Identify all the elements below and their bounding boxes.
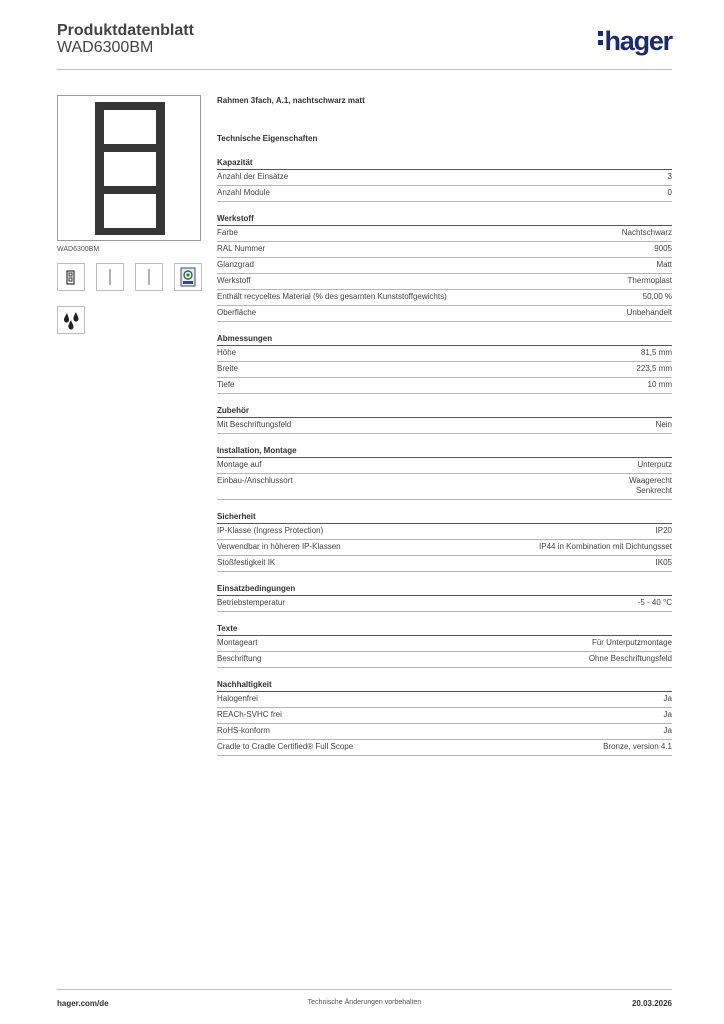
property-value: [648, 380, 672, 390]
property-value-line: Ohne Beschriftungsfeld: [588, 654, 672, 663]
water-drops-icon: [57, 306, 85, 334]
section: [217, 679, 672, 756]
single-frame-symbol-icon: [57, 263, 85, 291]
section-title: Sicherheit: [217, 511, 672, 524]
product-description: Rahmen 3fach, A.1, nachtschwarz matt: [217, 96, 365, 105]
frame-opening: [104, 110, 156, 144]
property-label: Mit Beschriftungsfeld: [217, 420, 292, 429]
property-label: RAL Nummer: [217, 244, 266, 253]
vertical-line-icon: [135, 263, 163, 291]
property-value: [664, 694, 672, 704]
property-label: REACh-SVHC frei: [217, 710, 282, 719]
section-title: Abmessungen: [217, 333, 672, 346]
property-value-line: 81,5 mm: [640, 348, 672, 357]
property-value-line: Matt: [656, 260, 672, 269]
property-value: [628, 276, 672, 286]
footer-date: 20.03.2026: [631, 999, 672, 1008]
property-row: [217, 556, 672, 572]
property-row: [217, 474, 672, 500]
property-value: [638, 598, 672, 608]
section: [217, 623, 672, 668]
property-value-line: IP44 in Kombination mit Dichtungsset: [539, 542, 672, 551]
property-row: [217, 346, 672, 362]
property-label: Farbe: [217, 228, 238, 237]
property-value-line: Bronze, version 4.1: [603, 742, 672, 751]
property-label: Cradle to Cradle Certified® Full Scope: [217, 742, 354, 751]
property-label: Halogenfrei: [217, 694, 258, 703]
property-row: [217, 274, 672, 290]
property-row: [217, 242, 672, 258]
product-image-caption: WAD6300BM: [57, 246, 100, 253]
property-row: [217, 258, 672, 274]
document-title: Produktdatenblatt: [57, 22, 194, 39]
property-value: [589, 654, 672, 664]
property-value-line: Unterputz: [637, 460, 672, 469]
property-value-line: Für Unterputzmontage: [591, 638, 672, 647]
property-value-line: 3: [667, 172, 672, 181]
section-title: Zubehör: [217, 405, 672, 418]
technical-data-column: [217, 96, 672, 767]
property-row: [217, 226, 672, 242]
properties-sections: [217, 157, 672, 756]
property-value: [629, 476, 672, 496]
property-value: [668, 172, 672, 182]
property-value-line: 223,5 mm: [636, 364, 672, 373]
property-label: Einbau-/Anschlussort: [217, 476, 293, 485]
property-row: [217, 306, 672, 322]
property-value: [656, 420, 672, 430]
property-value: [539, 542, 672, 552]
property-value-line: IP20: [655, 526, 672, 535]
section-title: Nachhaltigkeit: [217, 679, 672, 692]
section: [217, 213, 672, 322]
property-label: Beschriftung: [217, 654, 262, 663]
property-row: [217, 692, 672, 708]
property-row: [217, 540, 672, 556]
property-value-line: IK05: [655, 558, 672, 567]
property-value: [664, 710, 672, 720]
property-value-line: Unbehandelt: [626, 308, 672, 317]
property-value-line: Nein: [655, 420, 672, 429]
section-title: Einsatzbedingungen: [217, 583, 672, 596]
property-label: Verwendbar in höheren IP-Klassen: [217, 542, 341, 551]
property-value: [636, 364, 672, 374]
property-value-line: Ja: [663, 694, 672, 703]
property-label: Werkstoff: [217, 276, 251, 285]
triple-frame-picture: [95, 102, 165, 235]
property-row: [217, 524, 672, 540]
property-value: [656, 558, 672, 568]
property-value-line: Ja: [663, 726, 672, 735]
property-label: Montageart: [217, 638, 258, 647]
logo-colon-icon: [598, 27, 604, 48]
property-value-line: 10 mm: [647, 380, 672, 389]
property-label: IP-Klasse (Ingress Protection): [217, 526, 324, 535]
property-value-line: Nachtschwarz: [621, 228, 672, 237]
technical-properties-heading: Technische Eigenschaften: [217, 134, 318, 143]
footer-disclaimer: Technische Änderungen vorbehalten: [307, 999, 422, 1006]
property-value: [622, 228, 672, 238]
section: [217, 511, 672, 572]
section: [217, 583, 672, 612]
frame-opening: [104, 194, 156, 228]
logo-text: hager: [604, 26, 672, 56]
property-value: [603, 742, 672, 752]
page-header: [57, 20, 672, 70]
property-value-line: Waagerecht: [629, 476, 672, 485]
hager-logo[interactable]: [598, 26, 672, 57]
property-value: [654, 244, 672, 254]
property-value-line: Ja: [663, 710, 672, 719]
product-image: [57, 95, 201, 241]
property-row: [217, 724, 672, 740]
property-label: Höhe: [217, 348, 237, 357]
property-value: [637, 460, 672, 470]
property-value-line: Thermoplast: [627, 276, 672, 285]
document-subtitle: WAD6300BM: [57, 39, 154, 56]
section-title: Werkstoff: [217, 213, 672, 226]
property-label: Betriebstemperatur: [217, 598, 286, 607]
property-value: [668, 188, 672, 198]
property-value: [627, 308, 672, 318]
property-value: [656, 260, 672, 270]
section: [217, 333, 672, 394]
section-title: Texte: [217, 623, 672, 636]
property-row: [217, 186, 672, 202]
property-value-line: 50,00 %: [642, 292, 672, 301]
product-image-column: [57, 95, 202, 253]
property-label: Stoßfestigkeit IK: [217, 558, 276, 567]
property-row: [217, 418, 672, 434]
property-value: [641, 348, 672, 358]
property-value: [656, 526, 672, 536]
property-row: [217, 458, 672, 474]
property-label: RoHS-konform: [217, 726, 270, 735]
property-value: [664, 726, 672, 736]
property-row: [217, 378, 672, 394]
property-row: [217, 636, 672, 652]
property-label: Enthält recyceltes Material (% des gesamten Kunststoffgewichts): [217, 292, 447, 301]
footer-website-link[interactable]: hager.com/de: [57, 999, 109, 1008]
property-label: Montage auf: [217, 460, 262, 469]
property-value-line: Senkrecht: [635, 486, 672, 495]
property-row: [217, 362, 672, 378]
property-label: Glanzgrad: [217, 260, 254, 269]
property-row: [217, 708, 672, 724]
section: [217, 445, 672, 500]
property-label: Anzahl der Einsätze: [217, 172, 289, 181]
section: [217, 405, 672, 434]
property-value: [643, 292, 672, 302]
section-title: Installation, Montage: [217, 445, 672, 458]
property-value: [592, 638, 672, 648]
property-row: [217, 740, 672, 756]
property-value-line: 9005: [654, 244, 672, 253]
vertical-line-icon: [96, 263, 124, 291]
property-row: [217, 290, 672, 306]
page-footer: [57, 989, 672, 1019]
property-row: [217, 170, 672, 186]
property-row: [217, 652, 672, 668]
section-title: Kapazität: [217, 157, 672, 170]
property-value-line: 0: [667, 188, 672, 197]
property-label: Breite: [217, 364, 238, 373]
property-label: Anzahl Module: [217, 188, 270, 197]
property-label: Oberfläche: [217, 308, 257, 317]
property-value-line: -5 - 40 °C: [637, 598, 672, 607]
section: [217, 157, 672, 202]
frame-opening: [104, 152, 156, 186]
cradle-to-cradle-certified-icon: [174, 263, 202, 291]
property-row: [217, 596, 672, 612]
property-label: Tiefe: [217, 380, 235, 389]
